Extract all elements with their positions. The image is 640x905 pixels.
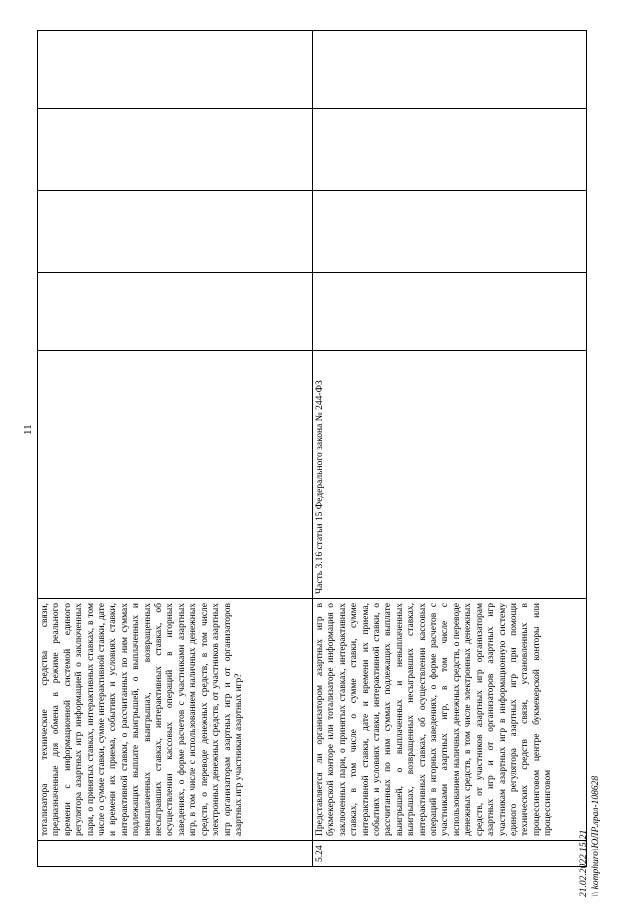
- legal-basis-cell: [38, 351, 313, 599]
- answer-no-cell: [38, 191, 313, 273]
- stamp-path: \\ komphuro\ЮЛР.лрал-108628: [591, 775, 601, 897]
- checklist-table: [37, 30, 587, 867]
- table-row: [313, 31, 587, 867]
- legal-basis-cell: Часть 3.16 статьи 15 Федерального закона № 244-ФЗ: [313, 351, 587, 599]
- row-number-cell: 5.24: [313, 841, 587, 867]
- row-number-cell: [38, 841, 313, 867]
- answer-yes-cell: [38, 273, 313, 351]
- file-stamp: [578, 776, 602, 897]
- question-cell: Представляется ли организатором азартных игр в букмекерской конторе или тотализаторе информация о заключенных пари, о принятых ставках, интерактивных ставках, в том числе о сумме ставки, сумме интерактивной ставки, дате и времени их приема, событиях и условиях ставки, интерактивной ставки, о рассчитанных по ним суммах подлежащих выплате выигрышей, о выплаченных и невыплаченных выигрышах, возвращенных несыгравших ставках, интерактивных ставках, об осуществлении кассовых операций в игорных заведениях, о форме расчетов с участниками азартных игр, в том числе с использованием наличных денежных средств, о переводе денежных средств, в том числе электронных денежных средств, от участников азартных игр организаторам азартных игр и от организаторов азартных игр участникам азартных игр в информационную систему единого регулятора азартных игр при помощи технических средств связи, установленных в процессинговом центре букмекерской конторы или процессинговом: [313, 599, 587, 841]
- page-number: 11: [22, 424, 34, 435]
- answer-na-cell: [38, 109, 313, 191]
- question-cell: тотализатора технические средства связи, предназначенные для обмена в режиме реального времени с информационной системой единого регулятора азартных игр информацией о заключенных пари, о принятых ставках, интерактивных ставках, в том числе о сумме ставки, сумме интерактивной ставки, дате и времени их приема, событиях и условиях ставки, интерактивной ставки, о рассчитанных по ним суммах подлежащих выплате выигрышей, о выплаченных и невыплаченных выигрышах, возвращенных несыгравших ставках, интерактивных ставках, об осуществлении кассовых операций в игорных заведениях, о форме расчетов с участниками азартных игр, в том числе с использованием наличных денежных средств, о переводе денежных средств, в том числе электронных денежных средств, от участников азартных игр организаторам азартных игр и от организаторов азартных игр участникам азартных игр?: [38, 599, 313, 841]
- answer-na-cell: [313, 109, 587, 191]
- answer-no-cell: [313, 191, 587, 273]
- stamp-date: 21.02.2022 15:21: [579, 829, 589, 897]
- answer-yes-cell: [313, 273, 587, 351]
- note-cell: [313, 31, 587, 109]
- table-row: [38, 31, 313, 867]
- note-cell: [38, 31, 313, 109]
